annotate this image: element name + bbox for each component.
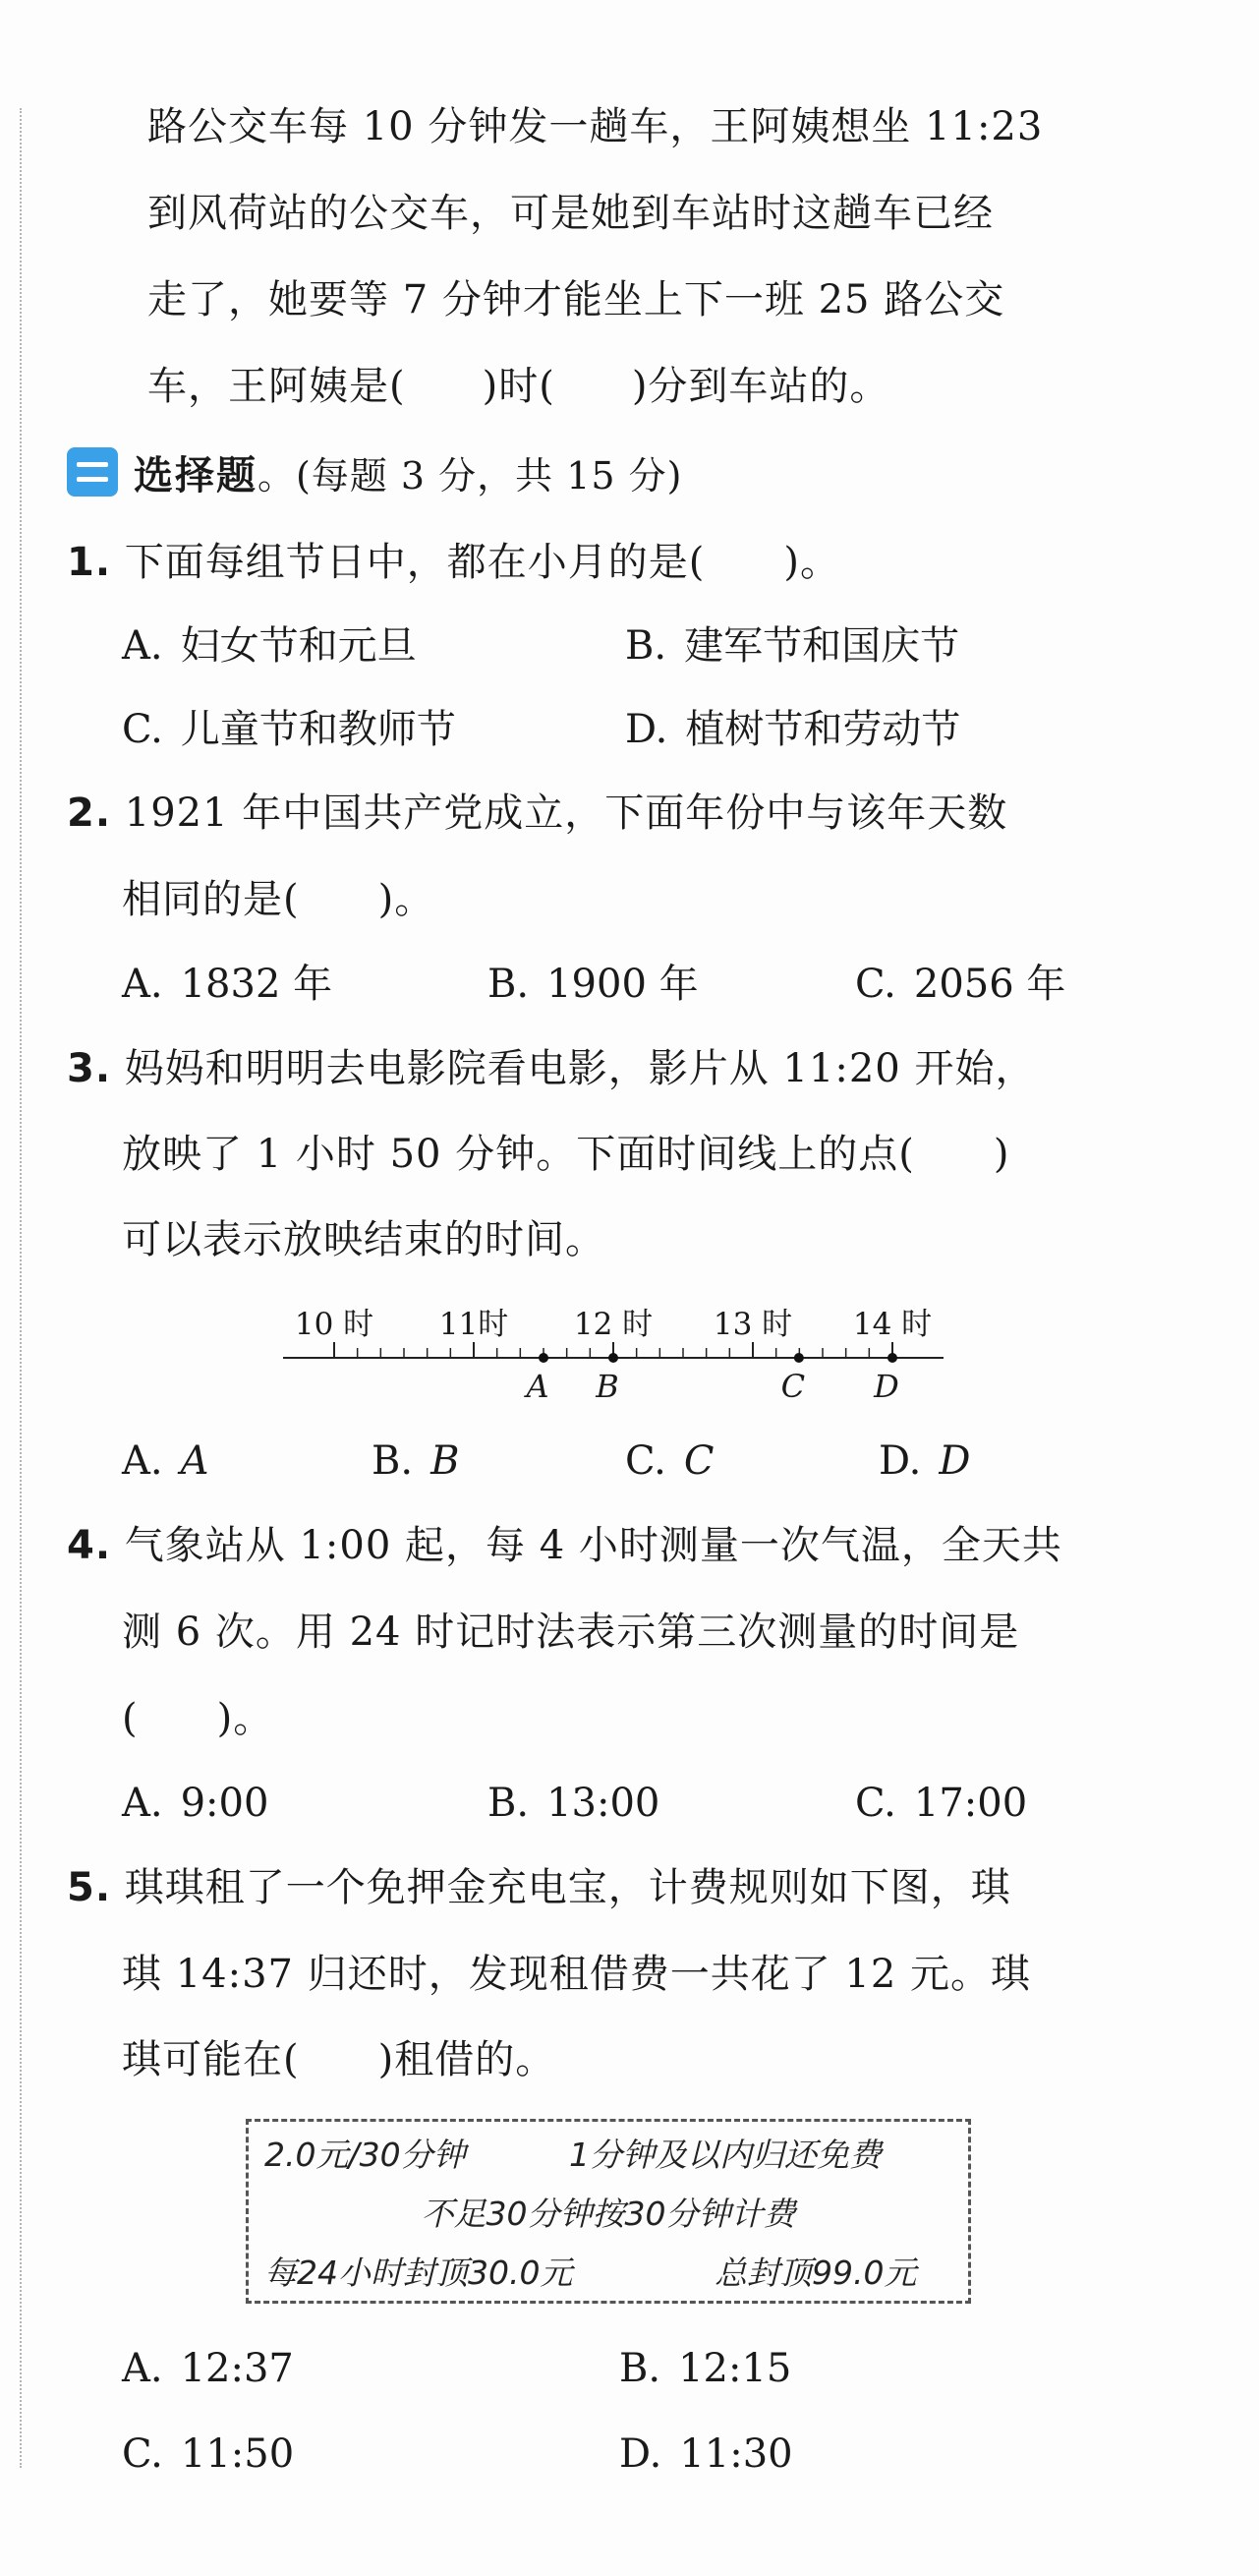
intro-line-4-part-b: )时( — [482, 364, 555, 409]
q5-fee-rules-box — [246, 2119, 971, 2304]
q5-option-a[interactable]: A. 12:37 — [122, 2346, 294, 2391]
timeline-point-label-d: D — [874, 1368, 899, 1405]
q5-option-b[interactable]: B. 12:15 — [619, 2346, 792, 2391]
timeline-point-label-a: A — [526, 1368, 549, 1405]
timeline-point-d — [887, 1353, 897, 1363]
timeline-point-c — [794, 1353, 804, 1363]
timeline-point-label-b: B — [596, 1368, 619, 1405]
section-score-note: 。(每题 3 分，共 15 分) — [258, 453, 683, 498]
section-title: 选择题 — [134, 452, 258, 498]
fee-rounding-rule: 不足30分钟按30分钟计费 — [421, 2195, 796, 2233]
timeline-point-b — [608, 1353, 618, 1363]
q4-stem-line-1 — [67, 1522, 1062, 1569]
intro-line-3: 走了，她要等 7 分钟才能坐上下一班 25 路公交 — [147, 277, 1005, 322]
q3-stem-line-3: 可以表示放映结束的时间。 — [122, 1217, 605, 1262]
q5-stem-line-2: 琪 14:37 归还时，发现租借费一共花了 12 元。琪 — [122, 1952, 1032, 1997]
intro-line-4-part-a: 车，王阿姨是( — [147, 364, 406, 409]
intro-line-4-part-c: )分到车站的。 — [631, 364, 890, 409]
q2-stem-text-1: 1921 年中国共产党成立，下面年份中与该年天数 — [124, 790, 1008, 836]
q1-number: 1. — [67, 540, 112, 585]
q3-stem-line-1 — [67, 1045, 1035, 1092]
q4-stem-text-3a: ( — [122, 1696, 139, 1741]
q3-timeline — [265, 1293, 953, 1411]
q5-stem-line-3 — [122, 2036, 555, 2083]
timeline-hour-label: 14 时 — [852, 1307, 933, 1342]
q5-stem-text-1: 琪琪租了一个免押金充电宝，计费规则如下图，琪 — [124, 1865, 1011, 1910]
q1-option-c[interactable]: C. 儿童节和教师节 — [122, 707, 456, 752]
q2-stem-line-2 — [122, 876, 434, 923]
intro-line-4 — [147, 363, 889, 410]
fee-daily-cap: 每24小时封顶30.0元 — [264, 2254, 573, 2292]
q4-stem-text-3b: )。 — [216, 1696, 274, 1741]
q3-option-c[interactable]: C. C — [625, 1438, 715, 1484]
q4-stem-line-3 — [122, 1695, 273, 1742]
q4-option-c[interactable]: C. 17:00 — [855, 1781, 1028, 1826]
section-header — [67, 447, 683, 497]
fee-free-rule: 1分钟及以内归还免费 — [569, 2136, 882, 2174]
intro-line-2: 到风荷站的公交车，可是她到车站时这趟车已经 — [147, 191, 994, 236]
q1-stem — [67, 539, 840, 586]
timeline-point-label-c: C — [780, 1368, 806, 1405]
q1-stem-text-b: )。 — [783, 540, 840, 585]
q5-number: 5. — [67, 1865, 112, 1910]
q4-option-a[interactable]: A. 9:00 — [122, 1781, 269, 1826]
q2-option-c[interactable]: C. 2056 年 — [855, 962, 1066, 1007]
q1-stem-text-a: 下面每组节日中，都在小月的是( — [124, 540, 706, 585]
q1-option-b[interactable]: B. 建军节和国庆节 — [625, 623, 960, 669]
q3-number: 3. — [67, 1046, 112, 1091]
q2-stem-text-2b: )。 — [377, 877, 435, 922]
q4-stem-line-2: 测 6 次。用 24 时记时法表示第三次测量的时间是 — [122, 1610, 1020, 1655]
q3-stem-text-1: 妈妈和明明去电影院看电影，影片从 11:20 开始， — [124, 1046, 1036, 1091]
section-two-icon — [67, 447, 118, 497]
fee-rate: 2.0元/30分钟 — [264, 2136, 466, 2174]
timeline-hour-label: 11时 — [438, 1307, 509, 1342]
timeline-hour-label: 12 时 — [573, 1307, 654, 1342]
q3-stem-text-2a: 放映了 1 小时 50 分钟。下面时间线上的点( — [122, 1132, 915, 1177]
fee-total-cap: 总封顶99.0元 — [715, 2254, 917, 2292]
q3-option-a[interactable]: A. A — [122, 1438, 209, 1484]
q2-option-a[interactable]: A. 1832 年 — [122, 962, 333, 1007]
q3-stem-text-2b: ) — [993, 1132, 1010, 1177]
q2-option-b[interactable]: B. 1900 年 — [487, 962, 699, 1007]
q1-option-d[interactable]: D. 植树节和劳动节 — [625, 707, 961, 752]
q1-option-a[interactable]: A. 妇女节和元旦 — [122, 623, 417, 669]
q4-stem-text-1: 气象站从 1:00 起，每 4 小时测量一次气温，全天共 — [124, 1523, 1062, 1568]
q5-stem-text-3b: )租借的。 — [377, 2037, 556, 2082]
page-margin-dotted-line — [20, 108, 22, 2468]
q4-option-b[interactable]: B. 13:00 — [487, 1781, 660, 1826]
intro-line-1: 路公交车每 10 分钟发一趟车，王阿姨想坐 11:23 — [147, 104, 1044, 149]
q3-option-b[interactable]: B. B — [372, 1438, 460, 1484]
q5-stem-text-3a: 琪可能在( — [122, 2037, 300, 2082]
timeline-point-a — [539, 1353, 548, 1363]
timeline-hour-label: 10 时 — [294, 1307, 374, 1342]
q3-option-d[interactable]: D. D — [879, 1438, 971, 1484]
q5-option-c[interactable]: C. 11:50 — [122, 2431, 295, 2477]
q2-stem-line-1 — [67, 790, 1007, 837]
q2-number: 2. — [67, 790, 112, 836]
timeline-hour-label: 13 时 — [713, 1307, 793, 1342]
q5-option-d[interactable]: D. 11:30 — [619, 2431, 793, 2477]
q4-number: 4. — [67, 1523, 112, 1568]
q2-stem-text-2a: 相同的是( — [122, 877, 300, 922]
q5-stem-line-1 — [67, 1864, 1011, 1911]
q3-stem-line-2 — [122, 1131, 1009, 1178]
